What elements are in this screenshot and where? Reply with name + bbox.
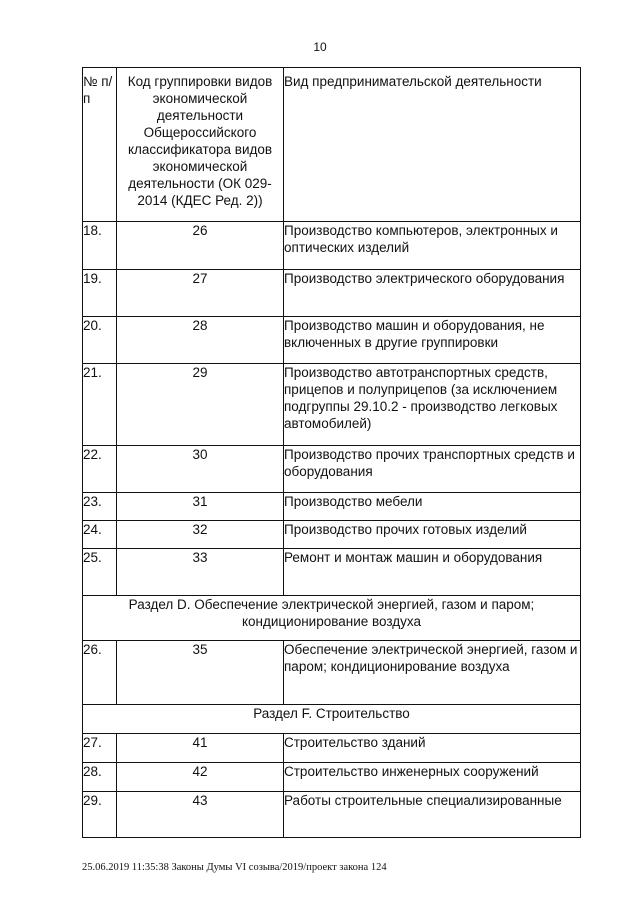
row-activity: Производство прочих транспортных средств и оборудования [284, 446, 581, 493]
row-activity: Производство прочих готовых изделий [284, 521, 581, 549]
table-row [83, 763, 581, 792]
page-number: 10 [313, 40, 327, 54]
row-num: 19. [83, 270, 117, 317]
row-num: 27. [83, 734, 117, 763]
header-code: Код группировки видов экономической деятельности Общероссийского классификатора видов экономической деятельности (ОК 029-2014 (КДЕС Ред. 2)) [117, 68, 284, 222]
section-f-heading: Раздел F. Строительство [83, 705, 581, 734]
table-row [83, 270, 581, 317]
row-code: 30 [117, 446, 284, 493]
row-num: 28. [83, 763, 117, 792]
activity-table [82, 67, 581, 838]
row-activity: Ремонт и монтаж машин и оборудования [284, 549, 581, 596]
row-num: 26. [83, 641, 117, 705]
table-header-row [83, 68, 581, 222]
row-code: 41 [117, 734, 284, 763]
row-code: 27 [117, 270, 284, 317]
table-row [83, 521, 581, 549]
row-num: 18. [83, 222, 117, 270]
table-row [83, 364, 581, 446]
row-code: 42 [117, 763, 284, 792]
row-code: 35 [117, 641, 284, 705]
row-code: 33 [117, 549, 284, 596]
row-activity: Строительство зданий [284, 734, 581, 763]
row-code: 29 [117, 364, 284, 446]
row-activity: Производство мебели [284, 493, 581, 521]
section-d-heading: Раздел D. Обеспечение электрической энергией, газом и паром; кондиционирование воздуха [83, 596, 581, 641]
row-activity: Производство автотранспортных средств, прицепов и полуприцепов (за исключением подгруппы 29.10.2 - производство легковых автомобилей) [284, 364, 581, 446]
header-num: № п/п [83, 68, 117, 222]
row-num: 25. [83, 549, 117, 596]
row-num: 23. [83, 493, 117, 521]
table-row [83, 317, 581, 364]
row-code: 43 [117, 792, 284, 838]
table-row [83, 792, 581, 838]
table-row [83, 734, 581, 763]
row-activity: Производство компьютеров, электронных и оптических изделий [284, 222, 581, 270]
document-footer: 25.06.2019 11:35:38 Законы Думы VI созыва/2019/проект закона 124 [82, 862, 387, 873]
row-code: 28 [117, 317, 284, 364]
table-row [83, 493, 581, 521]
row-activity: Работы строительные специализированные [284, 792, 581, 838]
table-row [83, 549, 581, 596]
row-activity: Производство электрического оборудования [284, 270, 581, 317]
row-code: 31 [117, 493, 284, 521]
header-activity: Вид предпринимательской деятельности [284, 68, 581, 222]
row-code: 32 [117, 521, 284, 549]
table-row [83, 222, 581, 270]
row-activity: Производство машин и оборудования, не включенных в другие группировки [284, 317, 581, 364]
table-row [83, 641, 581, 705]
row-num: 20. [83, 317, 117, 364]
table-row [83, 446, 581, 493]
section-row [83, 705, 581, 734]
row-activity: Строительство инженерных сооружений [284, 763, 581, 792]
row-num: 22. [83, 446, 117, 493]
row-num: 29. [83, 792, 117, 838]
section-row [83, 596, 581, 641]
row-activity: Обеспечение электрической энергией, газом и паром; кондиционирование воздуха [284, 641, 581, 705]
row-num: 24. [83, 521, 117, 549]
row-num: 21. [83, 364, 117, 446]
row-code: 26 [117, 222, 284, 270]
